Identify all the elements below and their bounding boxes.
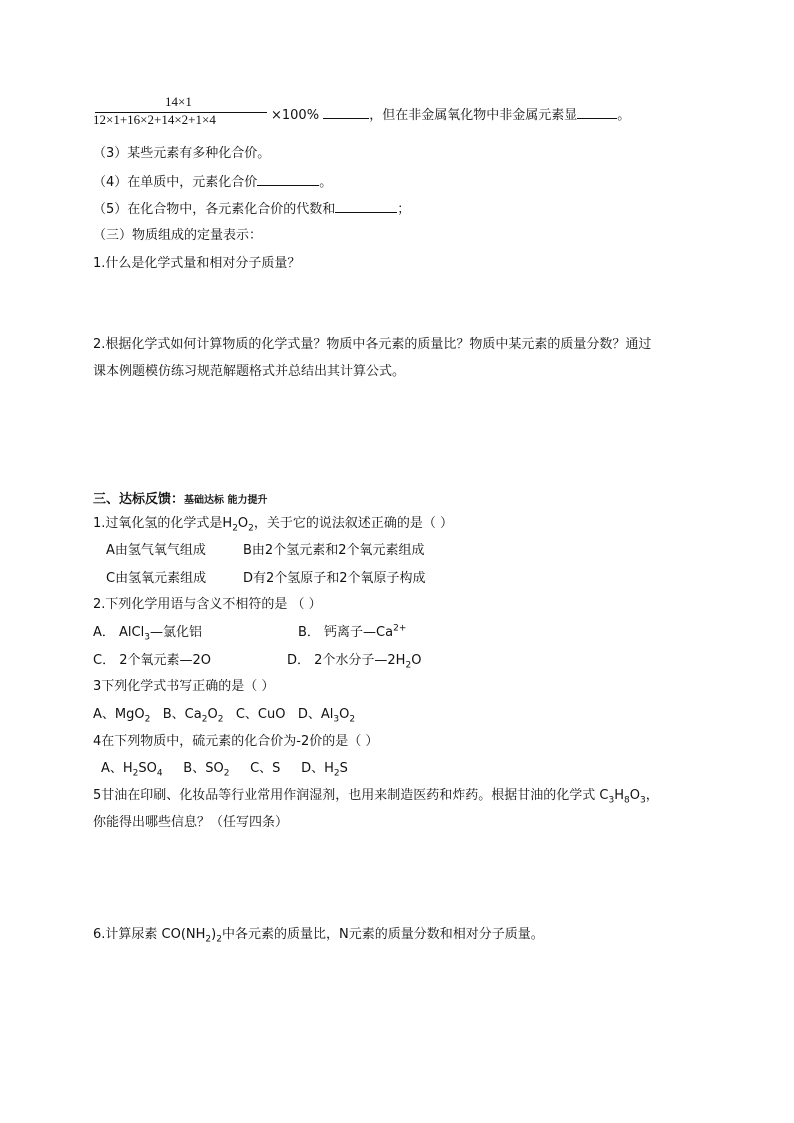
option-d: D、H: [301, 761, 334, 776]
exercise-2-option-d: [287, 651, 421, 671]
question-2-line-2: 课本例题模仿练习规范解题格式并总结出其计算公式。: [93, 364, 406, 379]
exercise-6-text: 中各元素的质量比，N元素的质量分数和相对分子质量。: [221, 927, 544, 942]
answer-blank[interactable]: [335, 198, 397, 213]
subscript: 3: [333, 714, 340, 725]
subscript: 2: [333, 768, 340, 779]
subscript: 2: [201, 714, 208, 725]
exercise-2-option-b: [298, 623, 406, 643]
section-3-tags: 基础达标 能力提升: [184, 495, 268, 506]
subscript: 4: [156, 768, 163, 779]
line-5: [93, 198, 410, 220]
option-d: D、Al: [297, 707, 334, 722]
exercise-1-option-a: A由氢气氧气组成: [106, 543, 206, 558]
subscript: 2: [205, 934, 212, 945]
nonmetal-oxide-text: ，但在非金属氧化物中非金属元素显: [369, 108, 578, 123]
exercise-6: [93, 925, 544, 945]
line-5-text: （5）在化合物中，各元素化合价的代数和: [93, 202, 336, 217]
subscript: 2: [217, 714, 224, 725]
option-b: B、SO: [183, 761, 224, 776]
subsection-3-heading: （三）物质组成的定量表示：: [93, 228, 263, 243]
exercise-5-text: O: [629, 788, 640, 803]
option-text: B． 钙离子—Ca: [298, 625, 394, 640]
section-3-heading: [93, 490, 268, 511]
exercise-5-text: 5甘油在印刷、化妆品等行业常用作润湿剂，也用来制造医药和炸药。根据甘油的化学式 C: [93, 788, 609, 803]
subscript: 2: [144, 714, 151, 725]
period: 。: [617, 108, 631, 123]
option-text: D． 2个水分子—2H: [287, 653, 406, 668]
option-d: O: [339, 707, 350, 722]
option-a: SO: [138, 761, 157, 776]
exercise-1-option-b: B由2个氢元素和2个氧元素组成: [243, 543, 425, 558]
answer-blank[interactable]: [257, 171, 319, 186]
fraction-tail: [271, 104, 630, 123]
option-d: S: [339, 761, 348, 776]
subscript: 8: [624, 795, 630, 806]
section-3-title: 三、达标反馈：: [93, 492, 185, 507]
fraction-numerator: 14×1: [165, 94, 192, 109]
superscript: 2+: [393, 623, 407, 634]
exercise-3: 3下列化学式书写正确的是（ ）: [93, 679, 275, 694]
subscript: 3: [639, 795, 646, 806]
exercise-5-line-2: 你能得出哪些信息？（任写四条）: [93, 815, 289, 830]
exercise-4: 4在下列物质中，硫元素的化合价为-2价的是（ ）: [93, 734, 379, 749]
percent-multiplier: ×100%: [271, 108, 320, 123]
option-text: O: [411, 653, 422, 668]
line-3: （3）某些元素有多种化合价。: [93, 146, 271, 161]
answer-blank[interactable]: [577, 104, 617, 119]
option-text: A． AlCl: [93, 625, 145, 640]
exercise-2: 2.下列化学用语与含义不相符的是 （ ）: [93, 597, 322, 612]
subscript: 2: [216, 934, 222, 945]
option-a: A、MgO: [93, 707, 145, 722]
exercise-6-text: 6.计算尿素 CO(NH: [93, 927, 206, 942]
fraction-denominator: 12×1+16×2+14×2+1×4: [93, 112, 216, 127]
period: 。: [319, 175, 333, 190]
option-text: —氯化铝: [149, 625, 202, 640]
exercise-2-option-a: [93, 623, 202, 643]
exercise-5-line-1: [93, 786, 659, 806]
option-c: C、CuO: [235, 707, 286, 722]
question-2-line-1: 2.根据化学式如何计算物质的化学式量？物质中各元素的质量比？物质中某元素的质量分数？通过: [93, 337, 652, 352]
option-b: O: [207, 707, 218, 722]
exercise-2-option-c: C． 2个氧元素—2O: [93, 653, 211, 668]
exercise-1-option-c: C由氢氧元素组成: [106, 571, 207, 586]
line-4-text: （4）在单质中，元素化合价: [93, 175, 258, 190]
exercise-1: [93, 514, 453, 534]
subscript: 2: [248, 523, 254, 534]
option-b: B、Ca: [162, 707, 202, 722]
answer-blank[interactable]: [323, 104, 369, 119]
option-c: C、S: [250, 761, 281, 776]
exercise-1-text: O: [237, 516, 249, 531]
exercise-1-text: 1.过氧化氢的化学式是H: [93, 516, 233, 531]
exercise-5-text: ，: [645, 788, 659, 803]
subscript: 3: [144, 632, 150, 643]
subscript: 3: [608, 795, 615, 806]
subscript: 2: [223, 768, 230, 779]
exercise-5-text: H: [614, 788, 624, 803]
subscript: 2: [349, 714, 356, 725]
option-a: A、H: [101, 761, 133, 776]
question-1-text: 1.什么是化学式量和相对分子质量？: [93, 256, 301, 271]
subscript: 2: [232, 523, 238, 534]
exercise-4-options: [101, 759, 348, 779]
subscript: 2: [132, 768, 139, 779]
semicolon: ；: [397, 202, 411, 217]
exercise-1-text: ，关于它的说法叙述正确的是（ ）: [253, 516, 454, 531]
exercise-1-option-d: D有2个氢原子和2个氧原子构成: [243, 571, 426, 586]
exercise-3-options: [93, 705, 355, 725]
line-4: [93, 171, 332, 193]
exercise-6-text: ): [211, 927, 217, 942]
subscript: 2: [405, 660, 412, 671]
